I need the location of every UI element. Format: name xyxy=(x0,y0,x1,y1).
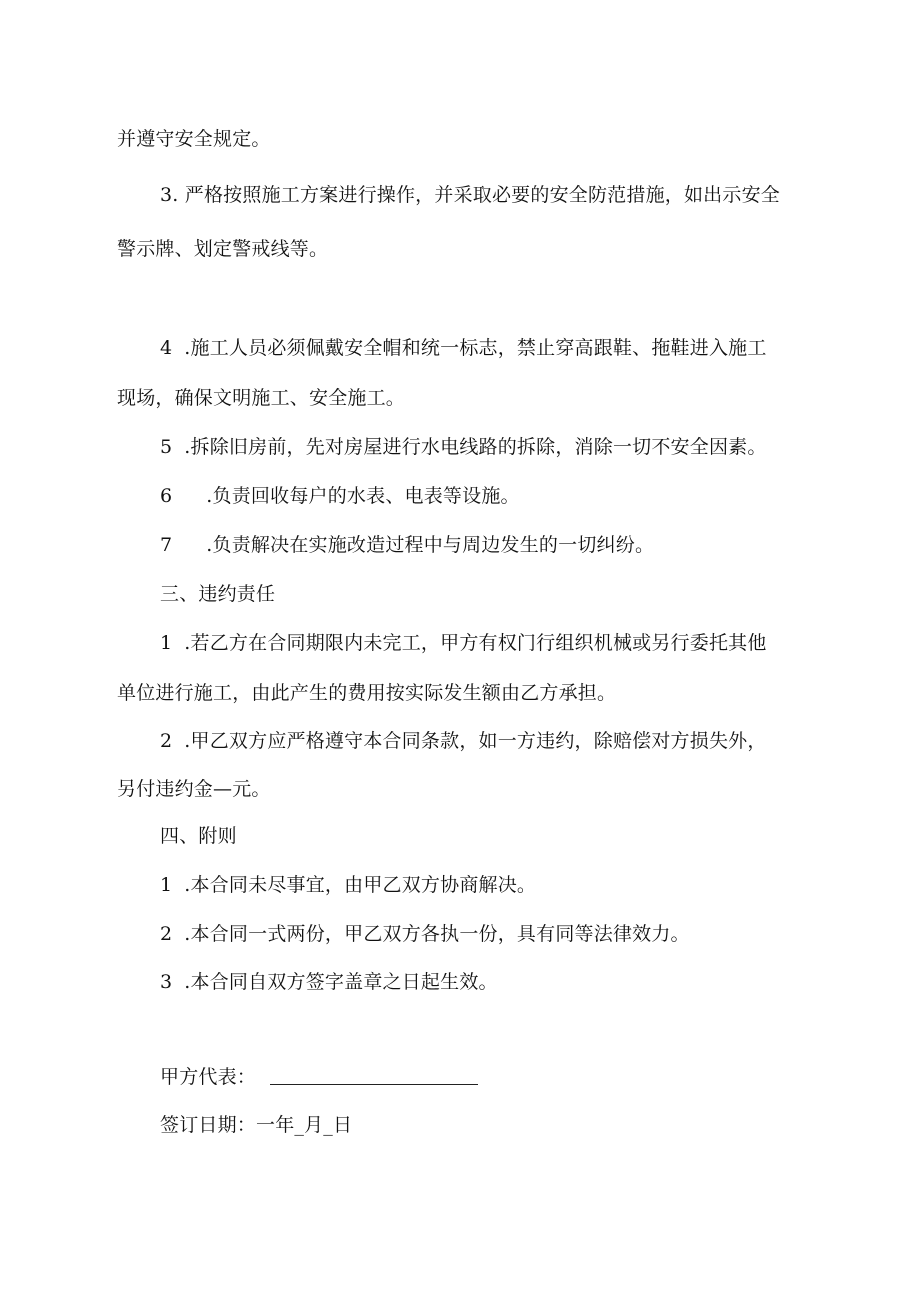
clause-number: 4 xyxy=(160,337,173,359)
breach-clause-2-line-2: 另付违约金—元。 xyxy=(117,778,271,800)
clause-text: .甲乙双方应严格遵守本合同条款，如一方违约，除赔偿对方损失外， xyxy=(184,730,767,752)
clause-6-line xyxy=(160,484,520,508)
breach-clause-2-line-1 xyxy=(160,729,767,753)
clause-number: 1 xyxy=(160,874,173,896)
clause-text: .施工人员必须佩戴安全帽和统一标志，禁止穿高跟鞋、拖鞋进入施工 xyxy=(184,337,767,359)
clause-number: 3 xyxy=(160,971,173,993)
party-a-signature-row xyxy=(160,1065,478,1089)
clause-text: .本合同未尽事宜，由甲乙双方协商解决。 xyxy=(184,874,537,896)
party-a-representative-label: 甲方代表： xyxy=(160,1066,257,1088)
clause-3-line-1: 3. 严格按照施工方案进行操作，并采取必要的安全防范措施，如出示安全 xyxy=(160,184,780,206)
appendix-clause-1 xyxy=(160,873,536,897)
clause-4-line-1 xyxy=(160,336,767,360)
clause-text: .本合同一式两份，甲乙双方各执一份，具有同等法律效力。 xyxy=(184,923,690,945)
breach-clause-1-line-1 xyxy=(160,631,767,655)
section-heading-appendix: 四、附则 xyxy=(160,825,237,847)
clause-number: 2 xyxy=(160,730,173,752)
clause-number: 6 xyxy=(160,485,173,507)
clause-text: .负责回收每户的水表、电表等设施。 xyxy=(206,485,520,507)
breach-clause-1-line-2: 单位进行施工，由此产生的费用按实际发生额由乙方承担。 xyxy=(117,682,617,704)
clause-3-line-2: 警示牌、划定警戒线等。 xyxy=(117,238,329,260)
clause-number: 2 xyxy=(160,923,173,945)
clause-number: 1 xyxy=(160,632,173,654)
clause-number: 5 xyxy=(160,436,173,458)
clause-4-line-2: 现场，确保文明施工、安全施工。 xyxy=(117,387,406,409)
appendix-clause-2 xyxy=(160,922,690,946)
clause-7-line xyxy=(160,533,654,557)
paragraph-line: 并遵守安全规定。 xyxy=(117,128,271,150)
clause-text: .若乙方在合同期限内未完工，甲方有权门行组织机械或另行委托其他 xyxy=(184,632,767,654)
clause-5-line xyxy=(160,435,767,459)
clause-text: .本合同自双方签字盖章之日起生效。 xyxy=(184,971,498,993)
signing-date-line: 签订日期：一年_月_日 xyxy=(160,1114,353,1136)
clause-text: .拆除旧房前，先对房屋进行水电线路的拆除，消除一切不安全因素。 xyxy=(184,436,767,458)
clause-number: 7 xyxy=(160,534,173,556)
appendix-clause-3 xyxy=(160,970,498,994)
signature-blank-line xyxy=(270,1066,478,1085)
clause-text: .负责解决在实施改造过程中与周边发生的一切纠纷。 xyxy=(206,534,655,556)
section-heading-breach: 三、违约责任 xyxy=(160,583,276,605)
